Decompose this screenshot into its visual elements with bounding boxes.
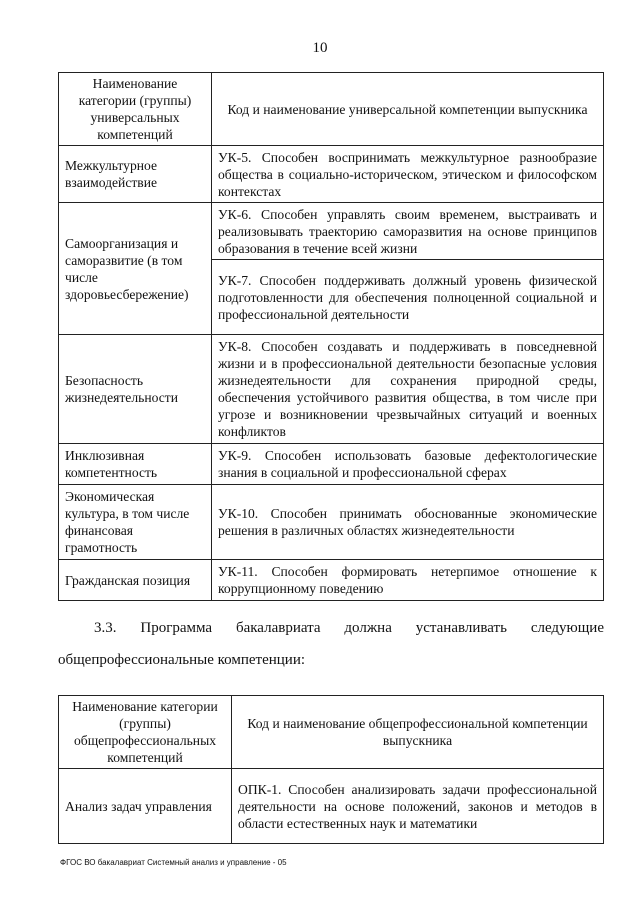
row-category: Межкультурное взаимодействие [59, 146, 212, 203]
page-number: 10 [312, 40, 328, 56]
row-category: Инклюзивная компетентность [59, 444, 212, 485]
header-category: Наименование категории (группы) универсальных компетенций [59, 73, 212, 146]
row-competency: УК-8. Способен создавать и поддерживать в повседневной жизни и в профессиональной деятельности безопасные условия жизнедеятельности для сохранения природной среды, обеспечения устойчивого развития общества, в том числе при угрозе и возникновении чрезвычайных ситуаций и военных конфликтов [212, 335, 604, 444]
table-row [59, 335, 604, 444]
row-competency: УК-7. Способен поддерживать должный уровень физической подготовленности для обеспечения полноценной социальной и профессиональной деятельности [212, 260, 604, 335]
table-row [59, 485, 604, 560]
table-row [59, 444, 604, 485]
table-row [59, 203, 604, 260]
paragraph-line-2: общепрофессиональные компетенции: [58, 652, 306, 668]
table-row [59, 146, 604, 203]
row-competency: УК-5. Способен воспринимать межкультурное разнообразие общества в социально-историческом, этическом и философском контекстах [212, 146, 604, 203]
row-competency: УК-10. Способен принимать обоснованные экономические решения в различных областях жизнедеятельности [212, 485, 604, 560]
footer-text: ФГОС ВО бакалавриат Системный анализ и управление - 05 [60, 858, 287, 867]
row-category: Безопасность жизнедеятельности [59, 335, 212, 444]
header-competency: Код и наименование универсальной компетенции выпускника [212, 73, 604, 146]
table-row [59, 560, 604, 601]
header-competency: Код и наименование общепрофессиональной компетенции выпускника [232, 696, 604, 769]
general-professional-competencies-table [58, 695, 604, 844]
row-category: Анализ задач управления [59, 769, 232, 844]
row-competency: ОПК-1. Способен анализировать задачи профессиональной деятельности на основе положений, законов и методов в области естественных наук и математики [232, 769, 604, 844]
row-competency: УК-6. Способен управлять своим временем, выстраивать и реализовывать траекторию саморазвития на основе принципов образования в течение всей жизни [212, 203, 604, 260]
row-competency: УК-11. Способен формировать нетерпимое отношение к коррупционному поведению [212, 560, 604, 601]
row-category: Самоорганизация и саморазвитие (в том числе здоровьесбережение) [59, 203, 212, 335]
universal-competencies-table [58, 72, 604, 601]
row-category: Гражданская позиция [59, 560, 212, 601]
table-row [59, 769, 604, 844]
table-header-row [59, 73, 604, 146]
table-header-row [59, 696, 604, 769]
paragraph-line-1: 3.3. Программа бакалавриата должна устанавливать следующие [94, 620, 604, 636]
row-competency: УК-9. Способен использовать базовые дефектологические знания в социальной и профессиональной сферах [212, 444, 604, 485]
row-category: Экономическая культура, в том числе финансовая грамотность [59, 485, 212, 560]
header-category: Наименование категории (группы) общепрофессиональных компетенций [59, 696, 232, 769]
